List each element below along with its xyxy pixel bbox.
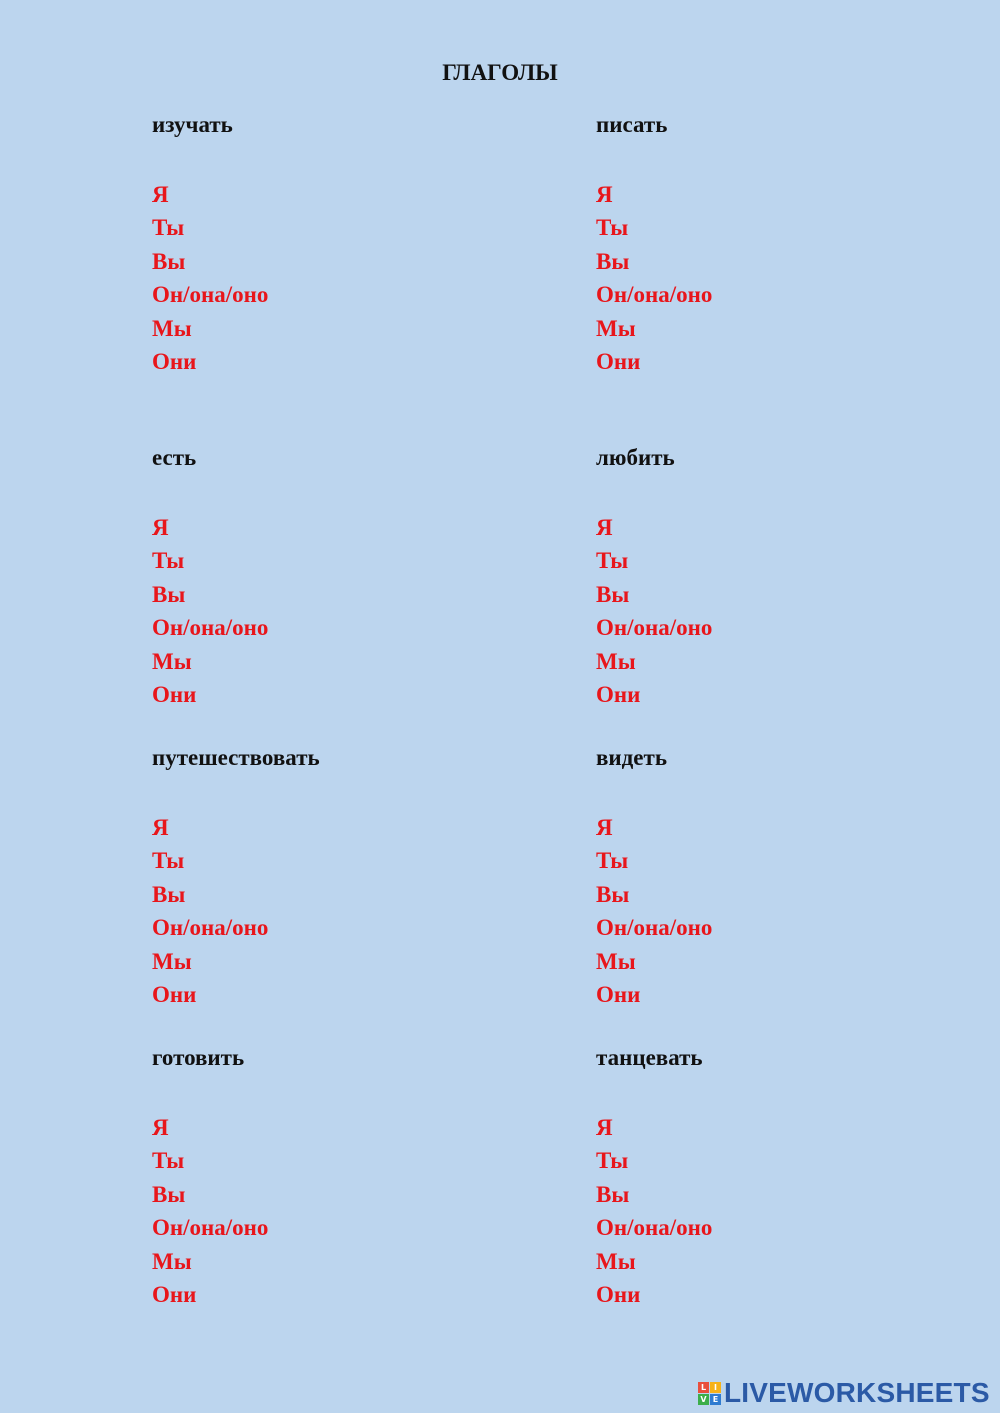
liveworksheets-watermark — [698, 1378, 990, 1408]
pronoun-ty: Ты — [152, 548, 185, 574]
verb-block-videt — [596, 745, 976, 1011]
pronoun-ty: Ты — [152, 215, 185, 241]
pronoun-vy: Вы — [152, 581, 186, 607]
logo-tile: L — [698, 1382, 709, 1393]
pronoun-ya: Я — [152, 1115, 169, 1140]
pronoun-my: Мы — [596, 1248, 636, 1274]
verb-label: готовить — [152, 1045, 245, 1070]
pronoun-on-ona-ono: Он/она/оно — [152, 1215, 269, 1241]
pronoun-ty: Ты — [152, 848, 185, 874]
pronoun-ya: Я — [596, 515, 613, 540]
pronoun-ya: Я — [596, 815, 613, 840]
page-title: ГЛАГОЛЫ — [442, 60, 558, 85]
pronoun-on-ona-ono: Он/она/оно — [596, 282, 713, 308]
pronoun-on-ona-ono: Он/она/оно — [596, 915, 713, 941]
brand-name: LIVEWORKSHEETS — [724, 1377, 990, 1408]
pronoun-ty: Ты — [596, 1148, 629, 1174]
pronoun-vy: Вы — [596, 248, 630, 274]
pronoun-vy: Вы — [152, 881, 186, 907]
verb-label: видеть — [596, 745, 667, 770]
verb-label: писать — [596, 112, 668, 137]
verb-block-pisat — [596, 112, 976, 378]
pronoun-ya: Я — [596, 182, 613, 207]
pronoun-my: Мы — [596, 648, 636, 674]
verb-block-est — [152, 445, 532, 711]
pronoun-ya: Я — [152, 515, 169, 540]
pronoun-ty: Ты — [596, 215, 629, 241]
pronoun-ya: Я — [152, 182, 169, 207]
logo-tile: I — [710, 1382, 721, 1393]
pronoun-on-ona-ono: Он/она/оно — [152, 282, 269, 308]
liveworksheets-logo-icon — [698, 1382, 721, 1405]
pronoun-ty: Ты — [596, 548, 629, 574]
verb-block-tantsevat — [596, 1045, 976, 1311]
pronoun-on-ona-ono: Он/она/оно — [596, 1215, 713, 1241]
pronoun-my: Мы — [596, 948, 636, 974]
pronoun-oni: Они — [596, 348, 641, 374]
pronoun-ty: Ты — [152, 1148, 185, 1174]
verb-block-lyubit — [596, 445, 976, 711]
pronoun-oni: Они — [596, 681, 641, 707]
pronoun-oni: Они — [152, 681, 197, 707]
pronoun-oni: Они — [596, 1281, 641, 1307]
pronoun-ya: Я — [596, 1115, 613, 1140]
logo-tile: E — [710, 1394, 721, 1405]
pronoun-my: Мы — [152, 648, 192, 674]
pronoun-my: Мы — [152, 315, 192, 341]
pronoun-vy: Вы — [152, 248, 186, 274]
pronoun-vy: Вы — [596, 1181, 630, 1207]
pronoun-on-ona-ono: Он/она/оно — [152, 915, 269, 941]
verb-label: изучать — [152, 112, 233, 137]
verb-label: путешествовать — [152, 745, 320, 770]
pronoun-oni: Они — [152, 981, 197, 1007]
pronoun-oni: Они — [152, 1281, 197, 1307]
logo-tile: V — [698, 1394, 709, 1405]
pronoun-my: Мы — [152, 1248, 192, 1274]
pronoun-on-ona-ono: Он/она/оно — [596, 615, 713, 641]
verb-block-gotovit — [152, 1045, 532, 1311]
pronoun-ya: Я — [152, 815, 169, 840]
verb-block-izuchat — [152, 112, 532, 378]
pronoun-oni: Они — [596, 981, 641, 1007]
pronoun-my: Мы — [596, 315, 636, 341]
pronoun-vy: Вы — [596, 881, 630, 907]
pronoun-ty: Ты — [596, 848, 629, 874]
verb-block-puteshestvovat — [152, 745, 532, 1011]
verb-label: любить — [596, 445, 675, 470]
pronoun-oni: Они — [152, 348, 197, 374]
pronoun-vy: Вы — [596, 581, 630, 607]
pronoun-my: Мы — [152, 948, 192, 974]
verb-label: есть — [152, 445, 197, 470]
pronoun-on-ona-ono: Он/она/оно — [152, 615, 269, 641]
pronoun-vy: Вы — [152, 1181, 186, 1207]
verb-label: танцевать — [596, 1045, 703, 1070]
